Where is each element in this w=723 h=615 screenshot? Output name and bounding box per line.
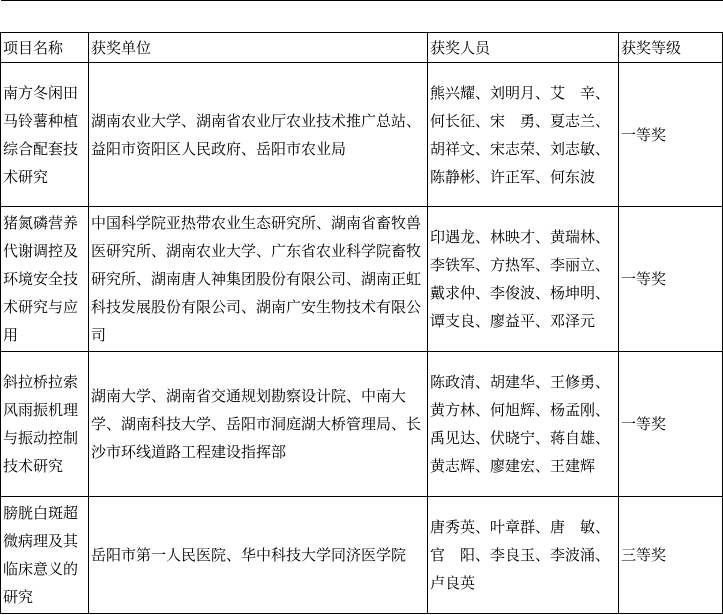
header-award-people[interactable]: 获奖人员	[428, 33, 619, 63]
project-name-cell[interactable]: 猪氮磷营养代谢调控及环境安全技术研究与应用	[1, 207, 89, 352]
award-unit-cell[interactable]: 湖南农业大学、湖南省农业厅农业技术推广总站、益阳市资阳区人民政府、岳阳市农业局	[89, 63, 428, 207]
table-title-cell[interactable]	[1, 1, 723, 33]
award-people-cell[interactable]: 印遇龙、林映才、黄瑞林、李铁军、方热军、李丽立、戴求仲、李俊波、杨坤明、谭支良、廖益平、邓泽元	[428, 207, 619, 352]
award-people-cell[interactable]: 唐秀英、叶章群、唐 敏、官 阳、李良玉、李波涌、卢良英	[428, 497, 619, 614]
award-people-cell[interactable]: 熊兴耀、刘明月、艾 辛、何长征、宋 勇、夏志兰、胡祥文、宋志荣、刘志敏、陈静彬、许正军、何东波	[428, 63, 619, 207]
table-row	[1, 497, 723, 614]
project-name-cell[interactable]: 斜拉桥拉索风雨振机理与振动控制技术研究	[1, 352, 89, 497]
award-unit-cell[interactable]: 湖南大学、湖南省交通规划勘察设计院、中南大学、湖南科技大学、岳阳市洞庭湖大桥管理局、长沙市环线道路工程建设指挥部	[89, 352, 428, 497]
table-row	[1, 352, 723, 497]
award-level-cell[interactable]: 一等奖	[619, 207, 723, 352]
table-title-row	[1, 1, 723, 33]
award-level-cell[interactable]: 三等奖	[619, 497, 723, 614]
award-unit-cell[interactable]: 中国科学院亚热带农业生态研究所、湖南省畜牧兽医研究所、湖南农业大学、广东省农业科学院畜牧研究所、湖南唐人神集团股份有限公司、湖南正虹科技发展股份有限公司、湖南广安生物技术有限公司	[89, 207, 428, 352]
table-header-row	[1, 33, 723, 63]
award-unit-cell[interactable]: 岳阳市第一人民医院、华中科技大学同济医学院	[89, 497, 428, 614]
award-level-cell[interactable]: 一等奖	[619, 63, 723, 207]
project-name-cell[interactable]: 膀胱白斑超微病理及其临床意义的研究	[1, 497, 89, 614]
award-level-cell[interactable]: 一等奖	[619, 352, 723, 497]
table-row	[1, 207, 723, 352]
header-project-name[interactable]: 项目名称	[1, 33, 89, 63]
project-name-cell[interactable]: 南方冬闲田马铃薯种植综合配套技术研究	[1, 63, 89, 207]
award-people-cell[interactable]: 陈政清、胡建华、王修勇、黄方林、何旭辉、杨孟刚、禹见达、伏晓宁、蒋自雄、黄志辉、廖建宏、王建辉	[428, 352, 619, 497]
header-award-unit[interactable]: 获奖单位	[89, 33, 428, 63]
header-award-level[interactable]: 获奖等级	[619, 33, 723, 63]
table-row	[1, 63, 723, 207]
